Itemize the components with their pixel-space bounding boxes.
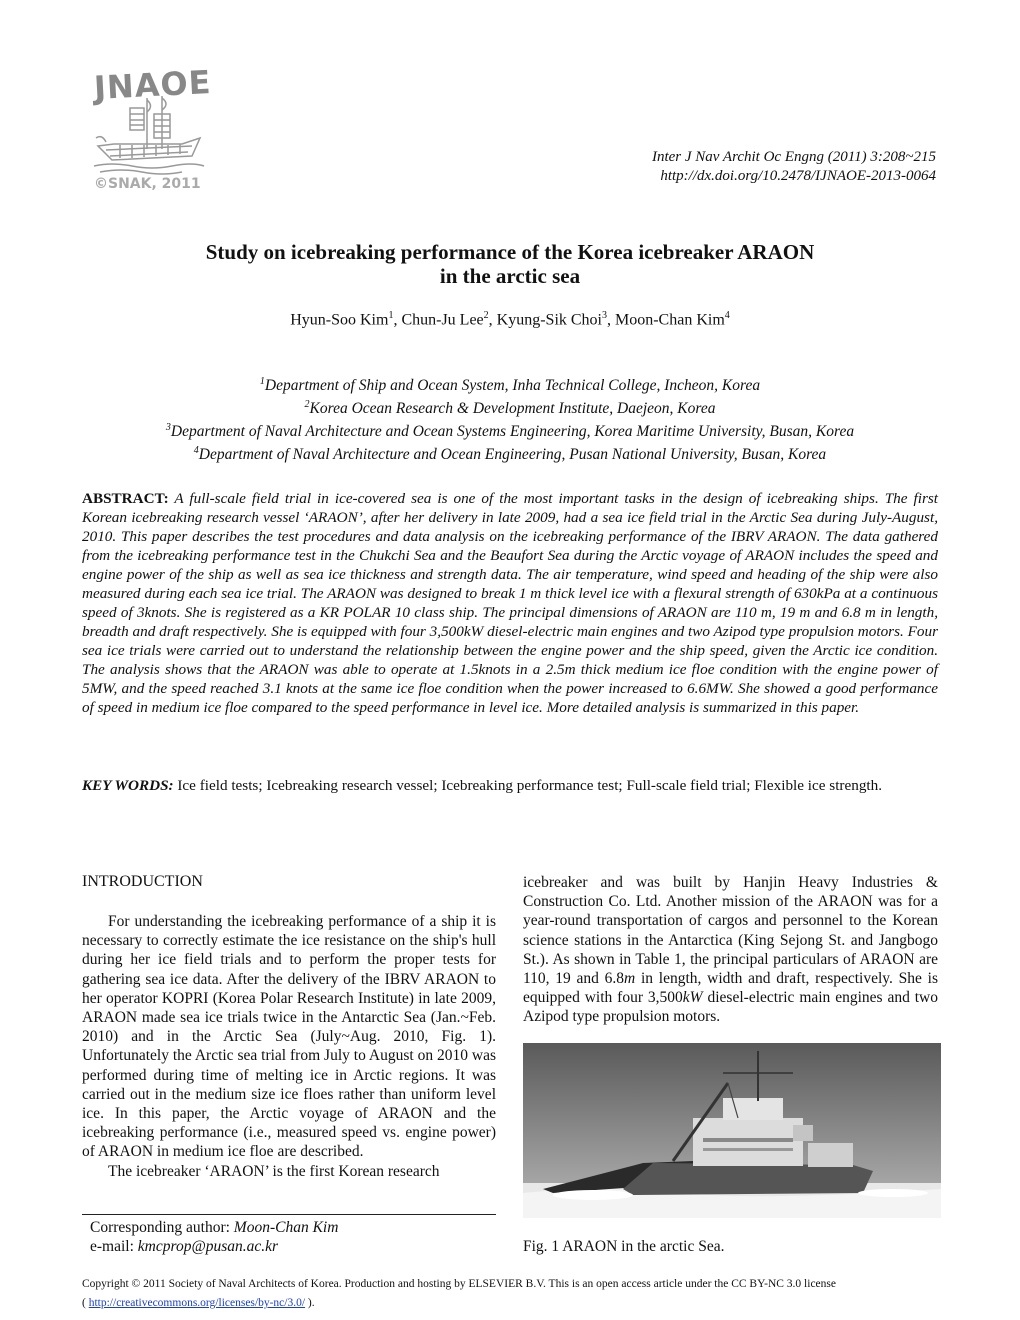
title-line-1: Study on icebreaking performance of the Korea icebreaker ARAON <box>205 240 815 264</box>
affiliation-sup: 1 <box>259 376 265 387</box>
link-close-paren: ). <box>307 1297 315 1309</box>
abstract-label: ABSTRACT: <box>82 490 169 507</box>
intro-right-text-c: diesel-electric main engines and two Azipod type propulsion motors. <box>523 989 938 1026</box>
keywords <box>82 776 938 795</box>
unit-kw: kW <box>682 989 703 1007</box>
intro-right-column <box>523 873 938 1027</box>
affiliation-text: Korea Ocean Research & Development Institute, Daejeon, Korea <box>309 400 716 418</box>
intro-paragraph-1: For understanding the icebreaking performance of a ship it is necessary to correctly estimate the ice resistance on the ship's hull during her ice field trials and to perform the proper tests for gathering sea ice data. After the delivery of the IBRV ARAON to her operator KOPRI (Korea Polar Research Institute) in late 2009, ARAON made sea ice trials twice in the Antarctic Sea (Jan.~Feb. 2010) and in the Arctic Sea (July~Aug. 2010, Fig. 1). Unfortunately the Arctic sea trial from July to August on 2010 was performed during time of melting ice in Arctic regions. It was carried out in the medium size ice floes rather than uniform level ice. In this paper, the Arctic voyage of ARAON and the icebreaking performance (i.e., measured speed vs. engine power) of ARAON in medium ice floe are described. <box>82 913 496 1161</box>
abstract <box>82 489 938 717</box>
doi-link[interactable]: http://dx.doi.org/10.2478/IJNAOE-2013-0064 <box>660 168 936 184</box>
affiliation <box>0 418 1020 441</box>
author-sup: 4 <box>724 310 730 321</box>
author-name: Hyun-Soo Kim <box>290 311 389 329</box>
affiliation-text: Department of Naval Architecture and Ocean Engineering, Pusan National University, Busan, Korea <box>198 446 827 464</box>
affiliation <box>0 395 1020 418</box>
affiliation-list <box>0 372 1020 465</box>
author-list: Hyun-Soo Kim$^1$, Chun-Ju Lee$^2$, Kyung-Sik Choi$^3$, Moon-Chan Kim$^4$ <box>290 310 730 329</box>
intro-left-column <box>82 912 496 1181</box>
paper-title <box>0 240 1020 288</box>
license-link[interactable]: http://creativecommons.org/licenses/by-nc/3.0/ <box>88 1297 306 1309</box>
keywords-text: Ice field tests; Icebreaking research vessel; Icebreaking performance test; Full-scale field trial; Flexible ice strength. <box>177 777 883 794</box>
email-label: e-mail: <box>90 1238 134 1255</box>
affiliation <box>0 441 1020 464</box>
author-sup: 1 <box>388 310 394 321</box>
unit-m: m <box>624 970 636 988</box>
journal-citation: Inter J Nav Archit Oc Engng (2011) 3:208~215 <box>651 149 936 165</box>
email-link[interactable]: kmcprop@pusan.ac.kr <box>137 1238 279 1255</box>
affiliation-text: Department of Ship and Ocean System, Inha Technical College, Incheon, Korea <box>264 377 761 395</box>
intro-right-text-b: in length, width and draft, respectively. She is equipped with four 3,500 <box>523 970 938 1007</box>
affiliation-sup: 2 <box>304 399 310 411</box>
link-open-paren: ( <box>82 1297 86 1309</box>
author-name: Moon-Chan Kim <box>615 311 725 329</box>
keywords-label: KEY WORDS: <box>82 777 174 794</box>
figure-ship-photo <box>523 1043 941 1218</box>
title-line-2: in the arctic sea <box>439 264 581 288</box>
affiliation <box>0 372 1020 395</box>
author-sup: 2 <box>483 310 489 321</box>
corresponding-label: Corresponding author: <box>90 1219 230 1236</box>
section-heading: INTRODUCTION <box>82 873 203 890</box>
citation-block <box>652 148 936 186</box>
author-name: Chun-Ju Lee <box>401 311 484 329</box>
copyright-text: Copyright © 2011 Society of Naval Architects of Korea. Production and hosting by ELSEVIER B.V. This is an open access article under the CC BY-NC 3.0 license <box>82 1278 836 1290</box>
author-name: Kyung-Sik Choi <box>496 311 602 329</box>
copyright-footer <box>82 1275 962 1313</box>
corresponding-author <box>90 1218 338 1256</box>
corresponding-name: Moon-Chan Kim <box>233 1219 339 1236</box>
footnote-divider <box>82 1214 496 1215</box>
icebreaker-image <box>523 1043 941 1218</box>
author-sup: 3 <box>602 310 607 321</box>
logo-title: JNAOE <box>93 62 213 108</box>
affiliation-sup: 3 <box>165 422 171 434</box>
affiliation-sup: 4 <box>193 445 199 457</box>
intro-right-text-a: icebreaker and was built by Hanjin Heavy Industries & Construction Co. Ltd. Another mission of the ARAON was for a year-round transportation of cargos and personnel to the Korean science stations in the Antarctica (King Sejong St. and Jangbogo St.). As shown in Table 1, the principal particulars of ARAON are 110, 19 and 6.8 <box>523 874 938 988</box>
journal-logo <box>92 62 213 196</box>
ship-emblem-icon <box>92 94 207 178</box>
affiliation-text: Department of Naval Architecture and Ocean Systems Engineering, Korea Maritime University, Busan, Korea <box>170 423 855 441</box>
abstract-text: A full-scale field trial in ice-covered sea is one of the most important tasks in the design of icebreaking ships. The first Korean icebreaking research vessel ‘ARAON’, after her delivery in late 2009, had a sea ice field trial in the Arctic Sea during July-August, 2010. This paper describes the test procedures and data analysis on the icebreaking performance of the IBRV ARAON. The data gathered from the icebreaking performance test in the Chukchi Sea and the Beaufort Sea during the Arctic voyage of ARAON includes the speed and engine power of the ship as well as sea ice thickness and strength data. The air temperature, wind speed and heading of the ship were also measured during each sea ice trial. The ARAON was designed to break 1 m thick level ice with a flexural strength of 630kPa at a continuous speed of 3knots. She is registered as a KR POLAR 10 class ship. The principal dimensions of ARAON are 110 m, 19 m and 6.8 m in length, breadth and draft respectively. She is equipped with four 3,500kW diesel-electric main engines and two Azipod type propulsion motors. Four sea ice trials were carried out to understand the relationship between the engine power and the ship speed, given the Arctic ice condition. The analysis shows that the ARAON was able to operate at 1.5knots in a 2.5m thick medium ice floe condition with the engine power of 5MW, and the speed reached 3.1 knots at the same ice floe condition when the power increased to 6.6MW. She showed a good performance of speed in medium ice floe compared to the speed performance in level ice. More detailed analysis is summarized in this paper. <box>82 490 938 716</box>
figure-caption: Fig. 1 ARAON in the arctic Sea. <box>523 1238 725 1255</box>
intro-paragraph-2: The icebreaker ‘ARAON’ is the first Korean research <box>108 1162 440 1180</box>
logo-copyright: ©SNAK, 2011 <box>94 176 201 192</box>
